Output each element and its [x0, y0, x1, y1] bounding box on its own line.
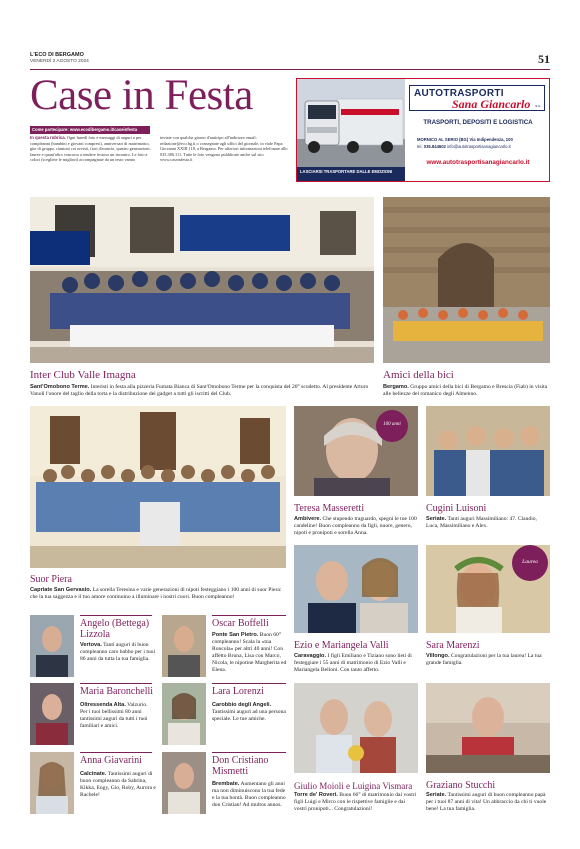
place: Vertova.	[80, 642, 102, 648]
ad-logo-box	[409, 85, 545, 111]
feature-text-stucchi	[426, 792, 550, 813]
ad-email[interactable]: info@autotrasportisanagiancarlo.it	[447, 144, 511, 149]
place: Capriate San Gervasio.	[30, 587, 92, 593]
phone-label: tel.	[417, 144, 423, 149]
small-text-boffelli	[212, 632, 288, 674]
badge-100-anni	[376, 410, 408, 442]
baronchelli-photo	[30, 683, 74, 745]
stucchi-photo	[426, 683, 550, 773]
inter-club-photo	[30, 197, 374, 363]
small-title-lorenzi: Lara Lorenzi	[212, 686, 264, 697]
intro-body: Ogni lunedì foto e messaggi di auguri a per compleanni (bambini e giovani compresi), anniversari di matrimonio, gite di gruppo, riunioni coi nivisti, fiori d'arancio, quattro generazioni, lauree e quant'altro concorra a rendere festoso un incontro. Le foto a colori (scegliete le migliori) accompagnate da un testo vanno	[30, 135, 151, 163]
feature-title-moioli: Giulio Moioli e Luigina Vismara	[294, 781, 413, 791]
text: Tantissimi auguri ad una persona speciale. Le tue amiche.	[212, 709, 286, 722]
small-title-boffelli: Oscar Boffelli	[212, 618, 269, 629]
feature-text-inter-club	[30, 384, 374, 398]
text: Tantissimi auguri di buon compleanno da Sabrina, Kikka, Engy, Gio, Roby, Aurora e Rachele!	[80, 771, 156, 798]
place: Ponte San Pietro.	[212, 632, 259, 638]
feature-title-cugini: Cugini Luisoni	[426, 503, 487, 514]
valli-photo	[294, 545, 418, 633]
page-number: 51	[538, 52, 550, 66]
place: Calcinate.	[80, 771, 107, 777]
place: Sant'Omobono Terme.	[30, 384, 90, 390]
bici-photo	[383, 197, 550, 363]
feature-title-inter-club: Inter Club Valle Imagna	[30, 369, 136, 381]
feature-text-bici	[383, 384, 550, 398]
text: Che stupendo traguardo, spegni le tue 100 candeline! Buon compleanno da figli, nuore, genero, nipoti e pronipoti e sorella Anna.	[294, 516, 417, 536]
intro-left	[30, 135, 155, 163]
feature-text-suor-piera	[30, 587, 286, 601]
ad-tagline: TRASPORTI, DEPOSITI E LOGISTICA	[423, 119, 533, 126]
place: Ambivere.	[294, 516, 322, 522]
text: Buon 66° di matrimonio dai vostri figli Luigi e Mirco con le rispettive famiglie e dai vostri pronipoti... Congratulazioni!	[294, 792, 417, 812]
small-title-lizzola: Angelo (Bettega) Lizzola	[80, 618, 150, 640]
text: Aumentano gli anni ma non diminuiscono la tua fede e la tua bontà. Buon compleanno don Cristian! Ad multos annos.	[212, 781, 286, 808]
boffelli-rule	[212, 615, 286, 616]
participate-banner	[30, 126, 150, 134]
feature-title-bici: Amici della bici	[383, 369, 454, 381]
badge-label: Laurea	[522, 559, 538, 565]
place: Caravaggio.	[294, 653, 327, 659]
place: Torre de' Roveri.	[294, 792, 338, 798]
moioli-photo	[294, 683, 418, 773]
small-text-mismetti	[212, 781, 288, 809]
paper-name: L'ECO DI BERGAMO	[30, 52, 84, 58]
section-title: Case in Festa	[30, 72, 253, 119]
giavarini-rule	[80, 752, 152, 753]
small-text-lizzola	[80, 642, 156, 663]
mismetti-rule	[212, 752, 286, 753]
place: Seriate.	[426, 792, 447, 798]
small-text-giavarini	[80, 771, 156, 799]
lorenzi-photo	[162, 683, 206, 745]
place: Villongo.	[426, 653, 450, 659]
place: Brembate.	[212, 781, 240, 787]
baronchelli-rule	[80, 683, 152, 684]
feature-title-stucchi: Graziano Stucchi	[426, 780, 496, 791]
feature-text-valli	[294, 653, 418, 674]
suor-piera-photo	[30, 406, 286, 568]
mismetti-photo	[162, 752, 206, 814]
issue-date: VENERDÌ 2 AGOSTO 2024	[30, 59, 89, 64]
badge-laurea	[512, 545, 548, 581]
place: Oltressenda Alta.	[80, 702, 126, 708]
small-title-mismetti: Don Cristiano Mismetti	[212, 755, 269, 777]
text: La sorella Teresina e varie generazioni di nipoti festeggiano i 100 anni di suor Piera: che la tua saggezza e il tuo amore continuino a illuminare i nostri cuori. Buon compleanno!	[30, 587, 282, 600]
advertisement[interactable]	[296, 78, 550, 182]
feature-text-moioli	[294, 792, 418, 813]
ad-address: MORNICO AL SERIO (BG) Via Indipendenza, 100	[417, 137, 513, 142]
badge-label: 100 anni	[383, 422, 401, 427]
lizzola-rule	[80, 615, 152, 616]
small-title-baronchelli: Maria Baronchelli	[80, 686, 154, 697]
ad-slogan: LASCIARSI TRASPORTARE DALLE EMOZIONI	[300, 169, 393, 174]
place: Bergamo.	[383, 384, 409, 390]
ad-brand-line2: Sana Giancarlo	[452, 97, 531, 111]
ad-brand-suffix: s.s.	[535, 104, 541, 108]
cugini-photo	[426, 406, 550, 496]
place: Carobbio degli Angeli.	[212, 702, 272, 708]
text: Valzurio. Per i tuoi bellissimi 80 anni tantissimi auguri da tutti i tuoi familiari e amici.	[80, 702, 148, 729]
text: Congratulazioni per la tua laurea! La tua grande famiglia.	[426, 653, 542, 666]
place: Seriate.	[426, 516, 447, 522]
text: Tanti auguri Massimiliano: 47. Claudio, Luca, Massimiliano e Alex.	[426, 516, 537, 529]
participate-link[interactable]: Come partecipare: www.ecodibergamo.it/caseinfesta	[32, 127, 138, 132]
ad-website[interactable]: www.autotrasportisanagiancarlo.it	[426, 159, 530, 166]
ad-brand-line1: AUTOTRASPORTI	[414, 88, 504, 99]
text: Gruppo amici della bici di Bergamo e Brescia (Fiab) in visita alle bellezze del romanico degli Almenno.	[383, 384, 548, 397]
lizzola-photo	[30, 615, 74, 677]
small-text-baronchelli	[80, 702, 156, 730]
feature-title-suor-piera: Suor Piera	[30, 574, 72, 585]
text: Tantissimi auguri di buon compleanno papà per i tuoi 87 anni di vita! Un abbraccio da chi ti vuole bene! La tua famiglia.	[426, 792, 547, 812]
truck-photo	[297, 79, 405, 181]
ad-phone[interactable]: 035.844602	[423, 144, 446, 149]
intro-right: inviate con qualche giorno d'anticipo all'indirizzo email: redazione@eco.bg.it o consegnate agli uffici del giornale, in viale Papa Giovanni XXIII 118, a Bergamo. Per ulteriori informazioni telefonare allo 035.386.111. Tutte le foto vengono pubblicate anche sul sito www.caseinfesta.it	[160, 135, 288, 163]
small-text-lorenzi	[212, 702, 288, 723]
feature-title-sara: Sara Marenzi	[426, 640, 480, 651]
feature-title-valli: Ezio e Mariangela Valli	[294, 640, 389, 651]
text: I figli Emiliano e Tiziano sono lieti di festeggiare i 55 anni di matrimonio di Ezio Valli e Mariangela Belloni. Con tanto affetto.	[294, 653, 412, 673]
masthead	[30, 52, 550, 68]
text: Tanti auguri di buon compleanno caro babbo per i tuoi 86 anni da tutta la tua famiglia.	[80, 642, 156, 662]
feature-text-teresa	[294, 516, 418, 537]
ad-contacts	[417, 144, 511, 149]
feature-text-sara	[426, 653, 550, 667]
lorenzi-rule	[212, 683, 286, 684]
boffelli-photo	[162, 615, 206, 677]
intro-lead: In questa rubrica.	[30, 135, 66, 140]
text: Buon 60° compleanno! Scala la «tua Roncola» per altri 40 anni! Con affetto Bruna, Lisa con Marco, Nicola, le nipotine Margherita ed Elena.	[212, 632, 287, 673]
feature-title-teresa: Teresa Masseretti	[294, 503, 365, 514]
giavarini-photo	[30, 752, 74, 814]
small-title-giavarini: Anna Giavarini	[80, 755, 142, 766]
feature-text-cugini	[426, 516, 550, 530]
text: Interisti in festa alla pizzeria Fumata Bianca di Sant'Omobono Terme per la conquista del 20° scudetto. Al presidente Arturo Vanoli l'onore del taglio della torta e la distribuzione dei gadget a tutti gli iscritti del Club.	[30, 384, 369, 397]
